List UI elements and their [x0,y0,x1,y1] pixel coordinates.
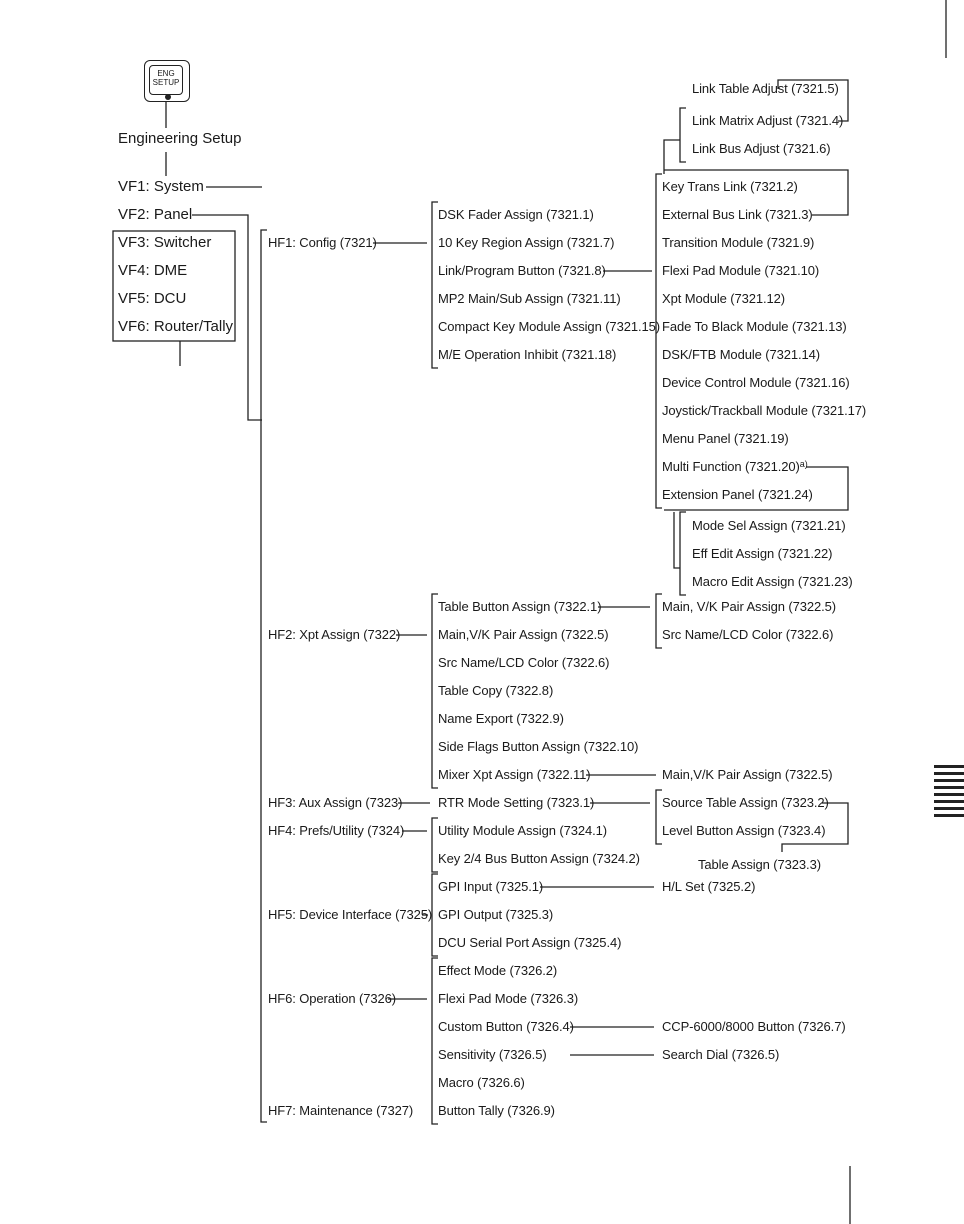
chapter-tab-mark [934,814,964,817]
table-copy: Table Copy (7322.8) [438,683,554,698]
mixer-xpt-assign: Mixer Xpt Assign (7322.11) [438,767,591,782]
key-label-line1: ENG [157,69,175,78]
eng-setup-key-face [149,65,183,95]
chapter-tab-mark [934,793,964,796]
ccp-button: CCP-6000/8000 Button (7326.7) [662,1019,846,1034]
mp2-main-sub-assign: MP2 Main/Sub Assign (7321.11) [438,291,621,306]
side-flags-button-assign: Side Flags Button Assign (7322.10) [438,739,639,754]
level-button-assign: Level Button Assign (7323.4) [662,823,826,838]
hf7-maintenance: HF7: Maintenance (7327) [268,1103,414,1118]
sub-src-name-lcd-color: Src Name/LCD Color (7322.6) [662,627,834,642]
footnote-marker: a) [799,459,808,469]
utility-module-assign: Utility Module Assign (7324.1) [438,823,607,838]
macro-edit-assign: Macro Edit Assign (7321.23) [692,574,853,589]
src-name-lcd-color: Src Name/LCD Color (7322.6) [438,655,610,670]
link-table-adjust: Link Table Adjust (7321.5) [692,81,839,96]
chapter-tab-mark [934,765,964,768]
chapter-tab-mark [934,772,964,775]
vf3-switcher: VF3: Switcher [118,234,212,251]
hf6-operation: HF6: Operation (7326) [268,991,396,1006]
flexi-pad-module: Flexi Pad Module (7321.10) [662,263,820,278]
hf5-device-interface: HF5: Device Interface (7325) [268,907,433,922]
multi-function-label: Multi Function (7321.20) [662,459,800,474]
chapter-tab-mark [934,779,964,782]
link-bus-adjust: Link Bus Adjust (7321.6) [692,141,831,156]
key-label-line2: SETUP [152,78,180,87]
compact-key-module-assign: Compact Key Module Assign (7321.15) [438,319,660,334]
hf1-config: HF1: Config (7321) [268,235,377,250]
dsk-ftb-module: DSK/FTB Module (7321.14) [662,347,821,362]
fade-to-black-module: Fade To Black Module (7321.13) [662,319,847,334]
hf2-xpt-assign: HF2: Xpt Assign (7322) [268,627,401,642]
mode-sel-assign: Mode Sel Assign (7321.21) [692,518,846,533]
sub-main-vk-pair-assign: Main, V/K Pair Assign (7322.5) [662,599,837,614]
eng-setup-key[interactable] [144,60,190,102]
gpi-output: GPI Output (7325.3) [438,907,554,922]
search-dial: Search Dial (7326.5) [662,1047,780,1062]
vf5-dcu: VF5: DCU [118,290,187,307]
chapter-tab-mark [934,807,964,810]
eff-edit-assign: Eff Edit Assign (7321.22) [692,546,833,561]
source-table-assign: Source Table Assign (7323.2) [662,795,829,810]
key-2-4-bus-button-assign: Key 2/4 Bus Button Assign (7324.2) [438,851,640,866]
key-region-assign: 10 Key Region Assign (7321.7) [438,235,615,250]
me-operation-inhibit: M/E Operation Inhibit (7321.18) [438,347,617,362]
vf6-router-tally: VF6: Router/Tally [118,318,234,335]
joystick-trackball-module: Joystick/Trackball Module (7321.17) [662,403,867,418]
hf3-aux-assign: HF3: Aux Assign (7323) [268,795,403,810]
menu-panel: Menu Panel (7321.19) [662,431,789,446]
button-tally: Button Tally (7326.9) [438,1103,555,1118]
name-export: Name Export (7322.9) [438,711,564,726]
device-control-module: Device Control Module (7321.16) [662,375,850,390]
key-trans-link: Key Trans Link (7321.2) [662,179,798,194]
vf2-panel: VF2: Panel [118,206,193,223]
xpt-module: Xpt Module (7321.12) [662,291,786,306]
table-button-assign: Table Button Assign (7322.1) [438,599,602,614]
sensitivity: Sensitivity (7326.5) [438,1047,547,1062]
key-indicator-icon [165,94,171,100]
mixer-main-vk-pair-assign: Main,V/K Pair Assign (7322.5) [662,767,833,782]
vf4-dme: VF4: DME [118,262,188,279]
flexi-pad-mode: Flexi Pad Mode (7326.3) [438,991,579,1006]
transition-module: Transition Module (7321.9) [662,235,815,250]
dsk-fader-assign: DSK Fader Assign (7321.1) [438,207,594,222]
link-program-button: Link/Program Button (7321.8) [438,263,606,278]
effect-mode: Effect Mode (7326.2) [438,963,558,978]
gpi-input: GPI Input (7325.1) [438,879,544,894]
custom-button: Custom Button (7326.4) [438,1019,574,1034]
dcu-serial-port-assign: DCU Serial Port Assign (7325.4) [438,935,622,950]
external-bus-link: External Bus Link (7321.3) [662,207,813,222]
macro: Macro (7326.6) [438,1075,525,1090]
rtr-mode-setting: RTR Mode Setting (7323.1) [438,795,595,810]
chapter-tab-mark [934,786,964,789]
hl-set: H/L Set (7325.2) [662,879,756,894]
table-assign: Table Assign (7323.3) [698,857,821,872]
link-matrix-adjust: Link Matrix Adjust (7321.4) [692,113,844,128]
extension-panel: Extension Panel (7321.24) [662,487,813,502]
chapter-tab-mark [934,800,964,803]
vf1-system: VF1: System [118,178,204,195]
main-vk-pair-assign: Main,V/K Pair Assign (7322.5) [438,627,609,642]
hf4-prefs-utility: HF4: Prefs/Utility (7324) [268,823,405,838]
engineering-setup-label: Engineering Setup [118,130,242,147]
multi-function [662,459,808,475]
